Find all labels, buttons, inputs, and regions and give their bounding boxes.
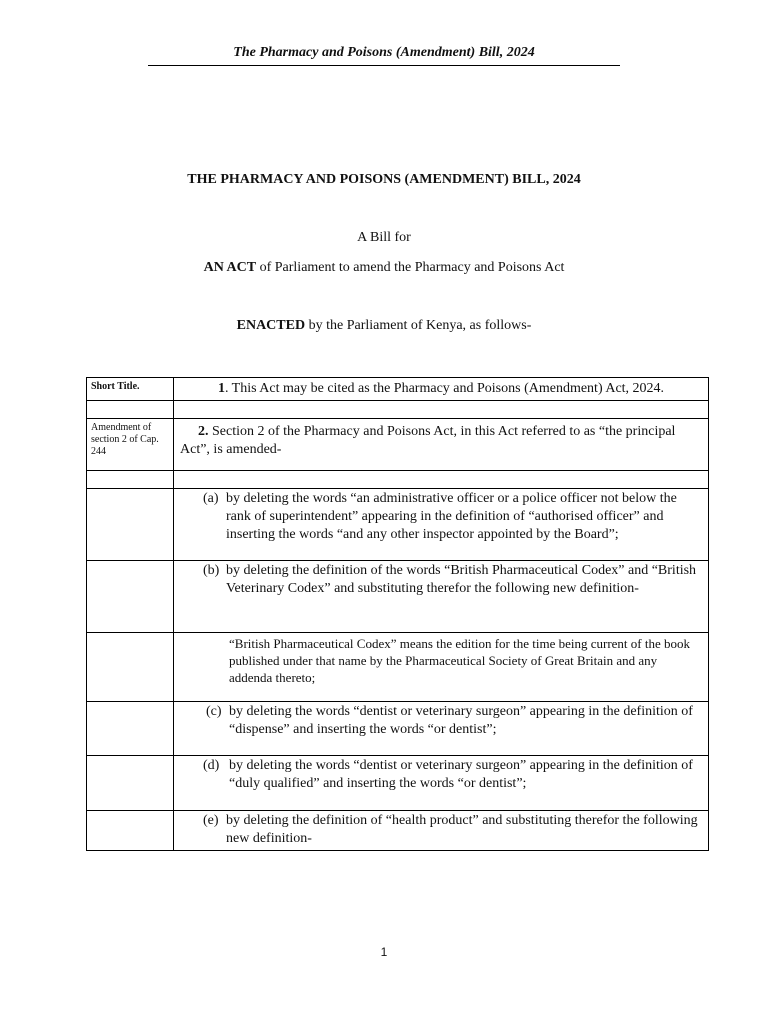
- paragraph-c-text: by deleting the words “dentist or veterinary surgeon” appearing in the definition of “dispense” and inserting the words “or dentist”;: [229, 704, 693, 737]
- paragraph-d-text: by deleting the words “dentist or veterinary surgeon” appearing in the definition of “duly qualified” and inserting the words “or dentist”;: [229, 758, 693, 791]
- clause-2-text: Section 2 of the Pharmacy and Poisons Act, in this Act referred to as “the principal Act”, is amended-: [180, 424, 676, 457]
- clause-cell: [174, 561, 709, 633]
- clause-cell: [174, 471, 709, 489]
- enacted-rest: by the Parliament of Kenya, as follows-: [305, 318, 532, 333]
- margin-cell: [87, 633, 174, 702]
- paragraph-a-label: (a): [203, 491, 219, 506]
- clause-2: [174, 419, 708, 461]
- paragraph-a-text: by deleting the words “an administrative officer or a police officer not below the rank of superintendent” appearing in the definition of “authorised officer” and inserting the words “and any other inspector appointed by the Board”;: [226, 491, 677, 542]
- table-row-para-c: [87, 702, 709, 756]
- table-row-para-a: [87, 489, 709, 561]
- clause-cell: [174, 378, 709, 401]
- clause-cell: [174, 401, 709, 419]
- table-row-spacer: [87, 401, 709, 419]
- paragraph-d-label: (d): [203, 758, 220, 773]
- definition-british-pharmaceutical-codex: “British Pharmaceutical Codex” means the edition for the time being current of the book published under that name by the Pharmaceutical Society of Great Britain and any addenda thereto;: [229, 636, 690, 685]
- margin-cell: [87, 419, 174, 471]
- clause-cell: [174, 489, 709, 561]
- margin-cell: [87, 756, 174, 811]
- table-row-short-title: [87, 378, 709, 401]
- margin-cell: [87, 561, 174, 633]
- clause-2-number: 2.: [198, 424, 209, 439]
- clause-cell: [174, 811, 709, 851]
- clause-1-number: 1: [217, 381, 225, 396]
- page-number: 1: [380, 945, 388, 959]
- margin-cell: [87, 378, 174, 401]
- table-row-definition: [87, 633, 709, 702]
- paragraph-c-label: (c): [206, 704, 222, 719]
- margin-cell: [87, 702, 174, 756]
- paragraph-c: [174, 702, 708, 741]
- paragraph-b-text: by deleting the definition of the words “British Pharmaceutical Codex” and “British Veterinary Codex” and substituting therefor the following new definition-: [226, 563, 697, 596]
- table-row-para-d: [87, 756, 709, 811]
- clause-cell: [174, 633, 709, 702]
- paragraph-e-label: (e): [203, 813, 219, 828]
- act-rest: of Parliament to amend the Pharmacy and Poisons Act: [256, 260, 565, 275]
- clause-1: [174, 378, 708, 400]
- table-row-para-b: [87, 561, 709, 633]
- bill-clauses-table: [86, 377, 709, 851]
- bill-for-line: A Bill for: [357, 230, 411, 245]
- enacted-line: [0, 318, 768, 334]
- act-line: [0, 260, 768, 276]
- paragraph-a: [174, 489, 708, 546]
- table-row-para-e: [87, 811, 709, 851]
- clause-cell: [174, 702, 709, 756]
- paragraph-e-text: by deleting the definition of “health product” and substituting therefor the following new definition-: [226, 813, 698, 846]
- table-row-section-2: [87, 419, 709, 471]
- clause-1-text: . This Act may be cited as the Pharmacy and Poisons (Amendment) Act, 2024.: [224, 381, 665, 396]
- margin-cell: [87, 401, 174, 419]
- bill-title: THE PHARMACY AND POISONS (AMENDMENT) BILL, 2024: [187, 172, 581, 187]
- margin-note-short-title: Short Title.: [91, 381, 140, 392]
- paragraph-d: [174, 756, 708, 795]
- act-lead: AN ACT: [203, 260, 257, 275]
- clause-cell: [174, 419, 709, 471]
- margin-cell: [87, 811, 174, 851]
- paragraph-b: [174, 561, 708, 600]
- running-header: The Pharmacy and Poisons (Amendment) Bill, 2024: [148, 45, 620, 66]
- table-row-spacer: [87, 471, 709, 489]
- margin-cell: [87, 471, 174, 489]
- margin-cell: [87, 489, 174, 561]
- enacted-lead: ENACTED: [236, 318, 306, 333]
- clause-cell: [174, 756, 709, 811]
- paragraph-b-label: (b): [203, 563, 220, 578]
- margin-note-section-2: Amendment of section 2 of Cap. 244: [91, 422, 159, 457]
- paragraph-e: [174, 811, 708, 850]
